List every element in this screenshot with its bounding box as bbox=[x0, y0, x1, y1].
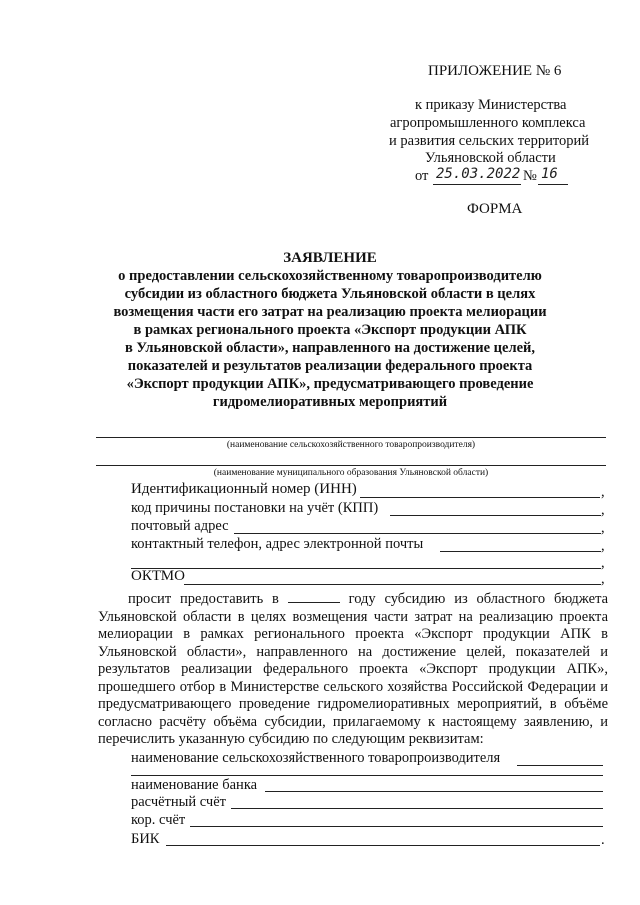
oktmo-comma: , bbox=[601, 571, 605, 587]
oktmo-field[interactable] bbox=[184, 584, 601, 585]
req-producer-field[interactable] bbox=[517, 765, 603, 766]
kpp-label: код причины постановки на учёт (КПП) bbox=[131, 500, 379, 516]
req-corr-label: кор. счёт bbox=[131, 812, 186, 828]
order-line-3: и развития сельских территорий bbox=[389, 133, 590, 149]
req-account-label: расчётный счёт bbox=[131, 794, 226, 810]
inn-field[interactable] bbox=[360, 497, 600, 498]
postal-label: почтовый адрес bbox=[131, 518, 229, 534]
order-line-1: к приказу Министерства bbox=[415, 97, 567, 113]
appendix-label: ПРИЛОЖЕНИЕ № 6 bbox=[428, 63, 562, 79]
postal-comma: , bbox=[601, 520, 605, 536]
order-line-2: агропромышленного комплекса bbox=[390, 115, 586, 131]
req-producer-label: наименование сельскохозяйственного товаропроизводителя bbox=[131, 750, 501, 766]
oktmo-label: ОКТМО bbox=[131, 568, 185, 584]
req-corr-field[interactable] bbox=[190, 826, 603, 827]
date-prefix: от bbox=[415, 168, 429, 184]
title-line-3: возмещения части его затрат на реализацию проекта мелиорации bbox=[113, 304, 547, 320]
req-bank-field[interactable] bbox=[265, 791, 603, 792]
document-heading: ЗАЯВЛЕНИЕ bbox=[283, 250, 377, 266]
req-bik-field[interactable] bbox=[166, 845, 600, 846]
municipality-line[interactable] bbox=[96, 465, 606, 466]
title-line-6: показателей и результатов реализации федерального проекта bbox=[127, 358, 533, 374]
number-value: 16 bbox=[541, 166, 558, 182]
number-prefix: № bbox=[523, 168, 537, 184]
title-line-7: «Экспорт продукции АПК», предусматривающего проведение bbox=[126, 376, 534, 392]
kpp-comma: , bbox=[601, 502, 605, 518]
req-bank-label: наименование банка bbox=[131, 777, 258, 793]
title-line-1: о предоставлении сельскохозяйственному товаропроизводителю bbox=[118, 268, 542, 284]
contact-field[interactable] bbox=[440, 551, 601, 552]
inn-comma: , bbox=[601, 484, 605, 500]
municipality-caption: (наименование муниципального образования Ульяновской области) bbox=[213, 468, 489, 478]
year-blank[interactable] bbox=[288, 590, 340, 603]
req-producer-field-2[interactable] bbox=[131, 775, 603, 776]
request-start: просит предоставить в bbox=[128, 591, 279, 607]
req-end-dot: . bbox=[601, 832, 605, 848]
req-bik-label: БИК bbox=[131, 831, 160, 847]
title-line-8: гидромелиоративных мероприятий bbox=[212, 394, 448, 410]
req-account-field[interactable] bbox=[231, 808, 603, 809]
contact-label: контактный телефон, адрес электронной почты bbox=[131, 536, 424, 552]
producer-name-caption: (наименование сельскохозяйственного товаропроизводителя) bbox=[226, 440, 476, 450]
number-underline bbox=[538, 184, 568, 185]
kpp-field[interactable] bbox=[390, 515, 601, 516]
contact-field-extra[interactable] bbox=[131, 568, 601, 569]
date-underline bbox=[433, 184, 521, 185]
request-text: году субсидию из областного бюджета Ульяновской области в целях возмещения части затрат на реализацию проекта мелиорации в рамках регионального проекта «Экспорт продукции АПК в Ульяновской области», направленного на достижение целей, показателей и результатов реализации федерального проекта «Экспорт продукции АПК», прошедшего отбор в Министерстве сельского хозяйства Российской Федерации и предусматривающего проведение гидромелиоративных мероприятий, в объёме согласно расчёту объёма субсидии, прилагаемому к настоящему заявлению, и перечислить указанную субсидию по следующим реквизитам: bbox=[98, 591, 609, 747]
request-paragraph bbox=[98, 590, 608, 749]
title-line-5: в Ульяновской области», направленного на достижение целей, bbox=[124, 340, 536, 356]
contact-comma: , bbox=[601, 538, 605, 554]
title-line-2: субсидии из областного бюджета Ульяновской области в целях bbox=[124, 286, 536, 302]
form-label: ФОРМА bbox=[467, 201, 523, 217]
inn-label: Идентификационный номер (ИНН) bbox=[131, 481, 357, 497]
postal-field[interactable] bbox=[234, 533, 601, 534]
extra-comma: , bbox=[601, 555, 605, 571]
date-value: 25.03.2022 bbox=[436, 166, 521, 182]
title-line-4: в рамках регионального проекта «Экспорт продукции АПК bbox=[133, 322, 527, 338]
order-line-4: Ульяновской области bbox=[425, 150, 556, 166]
producer-name-line[interactable] bbox=[96, 437, 606, 438]
